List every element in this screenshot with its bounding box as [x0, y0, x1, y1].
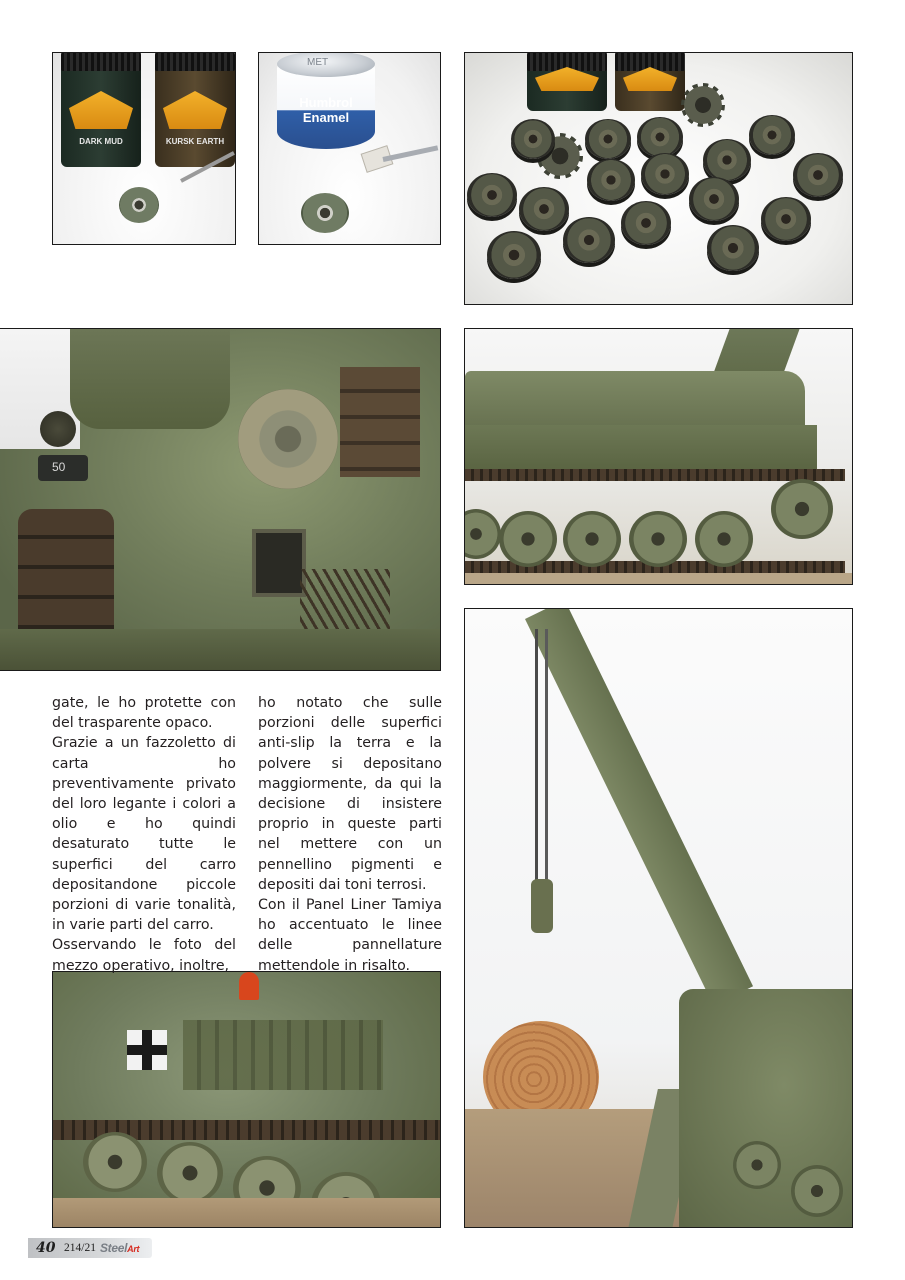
road-wheel [703, 139, 751, 181]
road-wheel [563, 511, 621, 567]
road-wheel [587, 159, 635, 201]
hull-hatch [252, 529, 306, 597]
road-wheel [695, 511, 753, 567]
paint-jar-kursk-earth [155, 52, 235, 167]
paragraph: Osservando le foto del mezzo operativo, inoltre, [52, 937, 236, 974]
text-column-right [258, 693, 442, 976]
road-wheel [707, 225, 759, 271]
road-wheel [487, 231, 541, 279]
tin-label-text: Humbrol Enamel [299, 95, 353, 125]
painted-wheel [301, 193, 349, 233]
paint-jar-kursk-earth [615, 52, 685, 111]
rear-bar [0, 629, 441, 671]
hull-side [465, 425, 817, 473]
ground-base [465, 573, 853, 585]
jar-label-text: KURSK EARTH [165, 137, 225, 146]
humbrol-enamel-tin [277, 52, 375, 149]
jar-label-text: DARK MUD [79, 137, 123, 146]
brush-handle [382, 145, 438, 162]
paragraph: Grazie a un fazzoletto di carta ho preventivamente privato del loro legante i colori a olio e ho quindi desaturato tutte le superfici del carro depositandone piccole porzioni di varie tonalità, in varie parti del carro. [52, 735, 236, 934]
road-wheel [637, 117, 683, 157]
crane-hook [531, 879, 553, 933]
road-wheel [761, 197, 811, 241]
photo-hull-closeup [52, 971, 441, 1228]
ground-base [53, 1198, 441, 1228]
photo-tank-side [464, 328, 853, 585]
crane-boom [525, 608, 753, 1005]
road-wheel [771, 479, 833, 539]
road-wheel [585, 119, 631, 159]
road-wheel [621, 201, 671, 245]
crane-cable [535, 629, 538, 919]
track-links [18, 509, 114, 649]
balkenkreuz-emblem [127, 1030, 167, 1070]
road-wheel [689, 177, 739, 221]
painted-wheel [119, 187, 159, 223]
tin-lid-text: MET [307, 57, 329, 68]
pulley-wheel [238, 389, 338, 489]
photo-road-wheels [464, 52, 853, 305]
paragraph: ho notato che sulle porzioni delle superfici anti-slip la terra e la polvere si depositano maggiormente, da qui la decisione di insistere proprio in queste parti nel mettere con un pennellino pigmenti e depositi dai toni terrosi. [258, 695, 442, 893]
number-plate [38, 455, 88, 481]
road-wheel [467, 173, 517, 217]
road-wheel [791, 1165, 843, 1217]
issue-number: 214/21 [64, 1242, 96, 1254]
road-wheel [499, 511, 557, 567]
road-wheel [511, 119, 555, 159]
road-wheel [157, 1142, 223, 1204]
magazine-logo: SteelArt [99, 1241, 140, 1255]
road-wheel [749, 115, 795, 155]
page-footer [28, 1238, 152, 1258]
photo-ak-jars [52, 52, 236, 245]
photo-crane-reel [464, 608, 853, 1228]
paragraph: gate, le ho protette con del trasparente opaco. [52, 695, 236, 732]
photo-humbrol-tin [258, 52, 441, 245]
paragraph: Con il Panel Liner Tamiya ho accentuato le linee delle pannellature mettendole in risalto. [258, 897, 442, 974]
road-wheel [563, 217, 615, 263]
road-wheel [519, 187, 569, 231]
road-wheel [629, 511, 687, 567]
vehicle-number: 50 [52, 460, 66, 474]
track-top [465, 469, 845, 481]
beacon-light [239, 972, 259, 1000]
tool-rack [183, 1020, 383, 1090]
tail-light [40, 411, 76, 447]
paint-jar-dark-mud [61, 52, 141, 167]
text-column-left [52, 693, 236, 976]
hull-upper [465, 371, 805, 431]
paint-jar-dark-mud [527, 52, 607, 111]
page-number: 40 [36, 1240, 56, 1256]
crane-cable [545, 629, 548, 919]
photo-tank-rear [0, 328, 441, 671]
road-wheel [793, 153, 843, 197]
exhaust-pipes [70, 329, 230, 429]
road-wheel [83, 1132, 147, 1192]
sprocket-wheel [681, 83, 725, 127]
road-wheel [464, 509, 501, 559]
road-wheel [733, 1141, 781, 1189]
stowage-box [340, 367, 420, 477]
road-wheel [641, 153, 689, 195]
